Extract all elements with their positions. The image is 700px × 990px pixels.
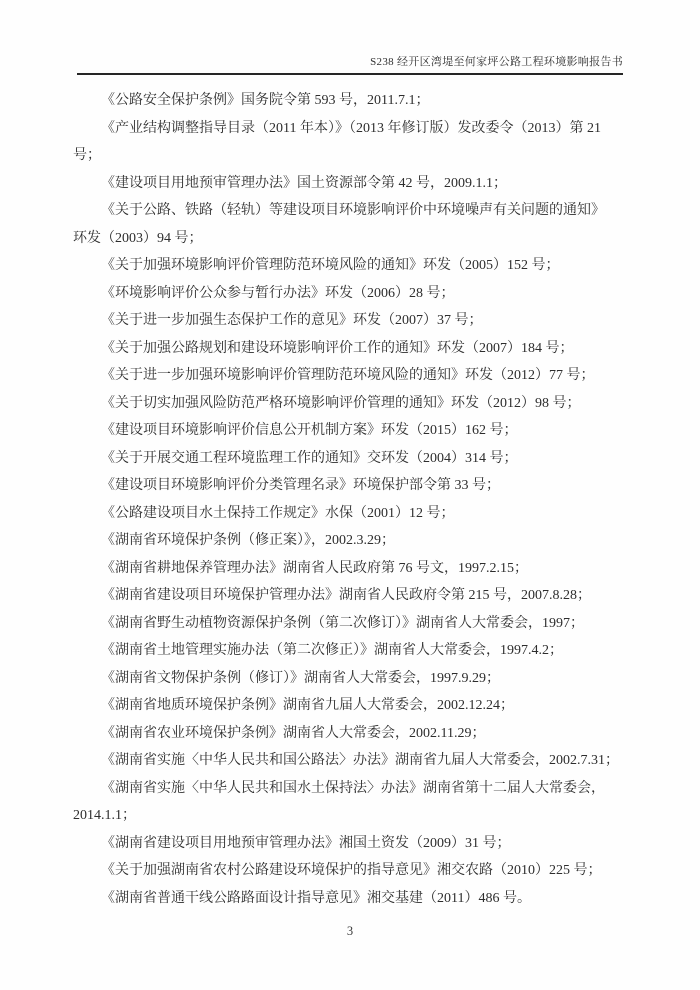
regulation-line: 《关于公路、铁路（轻轨）等建设项目环境影响评价中环境噪声有关问题的通知》 bbox=[101, 203, 605, 218]
regulation-line: 《湖南省建设项目用地预审管理办法》湘国土资发（2009）31 号； bbox=[101, 835, 511, 851]
regulation-list bbox=[73, 87, 631, 912]
regulation-line: 《关于加强环境影响评价管理防范环境风险的通知》环发（2005）152 号； bbox=[101, 258, 560, 273]
regulation-line: 《建设项目环境影响评价信息公开机制方案》环发（2015）162 号； bbox=[101, 423, 518, 438]
regulation-line: 《湖南省土地管理实施办法（第二次修正）》湖南省人大常委会，1997.4.2； bbox=[101, 643, 563, 658]
regulation-line: 《湖南省野生动植物资源保护条例（第二次修订）》湖南省人大常委会，1997； bbox=[101, 615, 584, 631]
regulation-line: 《湖南省普通干线公路路面设计指导意见》湘交基建（2011）486 号。 bbox=[101, 890, 531, 906]
regulation-line: 2014.1.1； bbox=[73, 808, 136, 823]
regulation-line: 《建设项目环境影响评价分类管理名录》环境保护部令第 33 号； bbox=[101, 478, 500, 493]
regulation-line: 《湖南省地质环境保护条例》湖南省九届人大常委会，2002.12.24； bbox=[101, 698, 514, 713]
regulation-line: 《关于切实加强风险防范严格环境影响评价管理的通知》环发（2012）98 号； bbox=[101, 395, 581, 411]
regulation-line: 《关于进一步加强生态保护工作的意见》环发（2007）37 号； bbox=[101, 313, 483, 328]
regulation-line: 《产业结构调整指导目录（2011 年本）》（2013 年修订版）发改委令（2013）第 21 bbox=[101, 120, 601, 136]
header-rule bbox=[77, 73, 623, 75]
regulation-line: 《建设项目用地预审管理办法》国土资源部令第 42 号，2009.1.1； bbox=[101, 175, 507, 191]
regulation-line: 《公路建设项目水土保持工作规定》水保（2001）12 号； bbox=[101, 505, 455, 521]
regulation-line: 《关于加强湖南省农村公路建设环境保护的指导意见》湘交农路（2010）225 号； bbox=[101, 863, 602, 878]
regulation-line: 《湖南省实施〈中华人民共和国水土保持法〉办法》湖南省第十二届人大常委会， bbox=[101, 780, 605, 796]
page-footer bbox=[0, 924, 700, 939]
regulation-line: 《关于开展交通工程环境监理工作的通知》交环发（2004）314 号； bbox=[101, 450, 518, 466]
regulation-line: 环发（2003）94 号； bbox=[73, 230, 203, 246]
header-title: S238 经开区湾堤至何家坪公路工程环境影响报告书 bbox=[370, 56, 623, 68]
regulation-line: 《关于进一步加强环境影响评价管理防范环境风险的通知》环发（2012）77 号； bbox=[101, 368, 595, 383]
regulation-line: 《湖南省环境保护条例（修正案）》，2002.3.29； bbox=[101, 533, 395, 548]
regulation-line: 号； bbox=[73, 148, 101, 163]
regulation-line: 《湖南省耕地保养管理办法》湖南省人民政府第 76 号文，1997.2.15； bbox=[101, 560, 528, 576]
regulation-line: 《湖南省农业环境保护条例》湖南省人大常委会，2002.11.29； bbox=[101, 725, 486, 741]
page-number: 3 bbox=[346, 924, 354, 938]
regulation-line: 《湖南省文物保护条例（修订）》湖南省人大常委会，1997.9.29； bbox=[101, 670, 500, 686]
regulation-line: 《环境影响评价公众参与暂行办法》环发（2006）28 号； bbox=[101, 285, 455, 301]
regulation-line: 《关于加强公路规划和建设环境影响评价工作的通知》环发（2007）184 号； bbox=[101, 340, 574, 356]
regulation-line: 《公路安全保护条例》国务院令第 593 号，2011.7.1； bbox=[101, 93, 430, 108]
regulation-line: 《湖南省实施〈中华人民共和国公路法〉办法》湖南省九届人大常委会，2002.7.31； bbox=[101, 753, 619, 768]
regulation-line: 《湖南省建设项目环境保护管理办法》湖南省人民政府令第 215 号，2007.8.28； bbox=[101, 588, 591, 603]
